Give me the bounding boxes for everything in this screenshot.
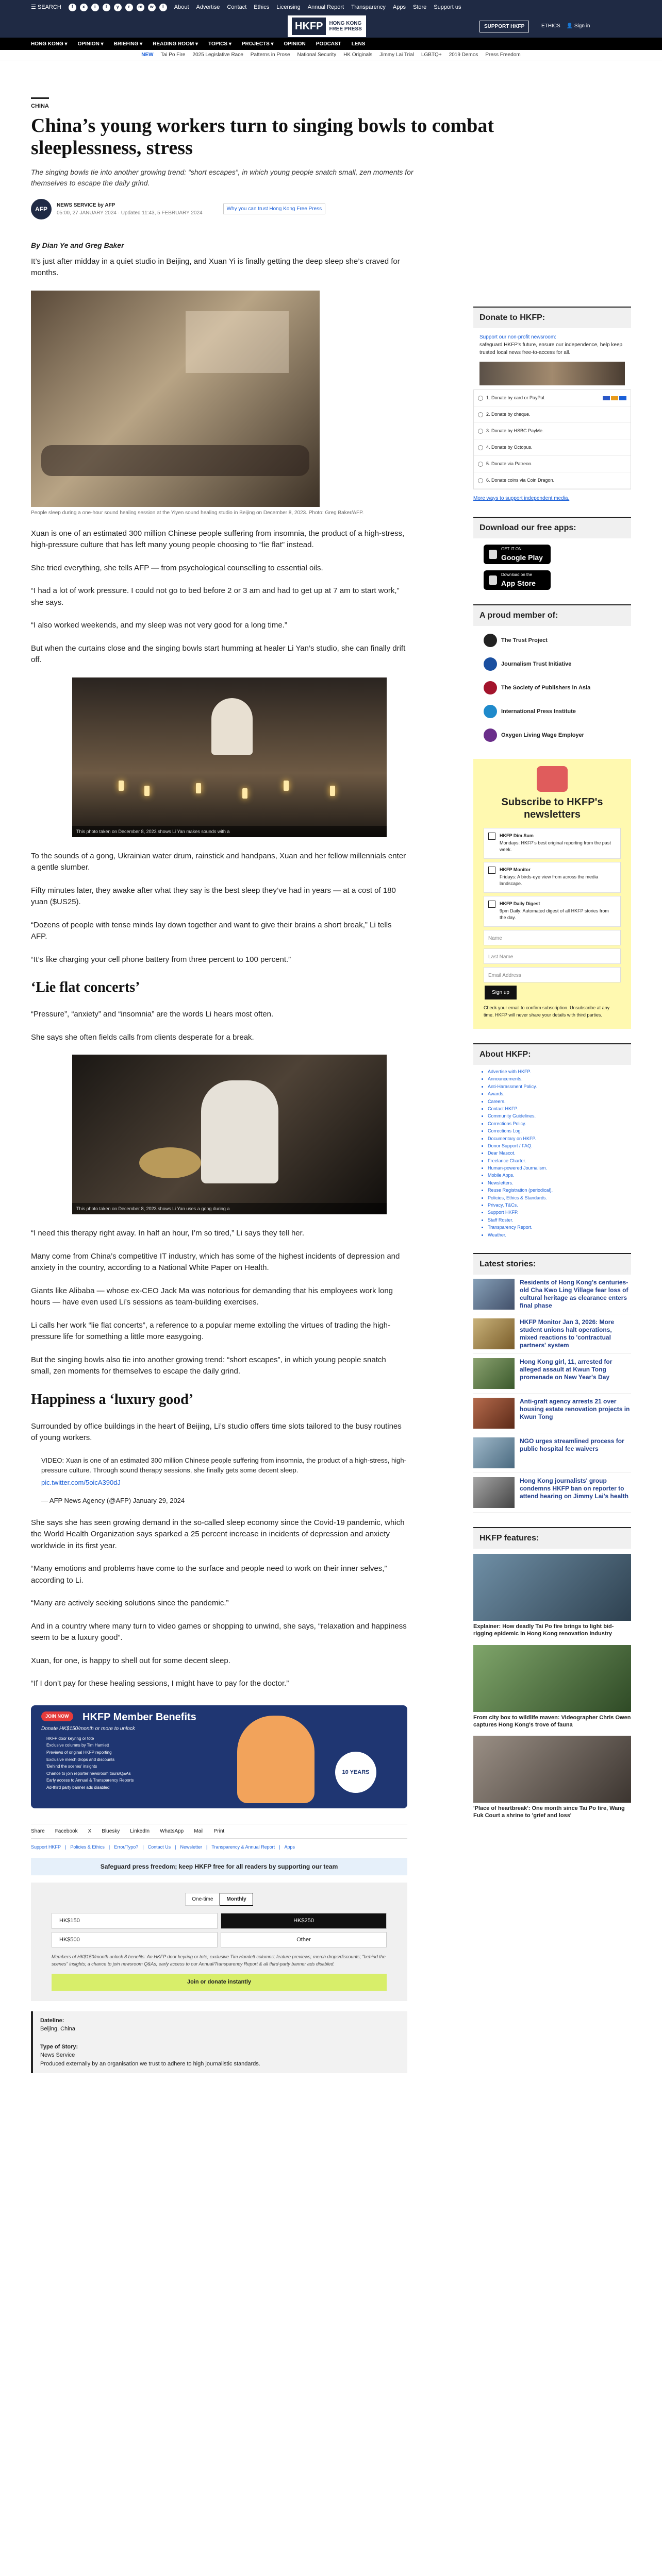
paragraph: She tried everything, she tells AFP — from psychological counselling to essential oils. xyxy=(31,563,323,572)
photo-overlay-caption: This photo taken on December 8, 2023 shows Li Yan uses a gong during a xyxy=(72,1203,387,1214)
donate-photo xyxy=(479,362,625,385)
widget-title: HKFP features: xyxy=(473,1527,631,1549)
paragraph: “I also worked weekends, and my sleep was not very good for a long time.” xyxy=(31,621,287,630)
embedded-tweet xyxy=(41,1455,407,1506)
linkedin-icon[interactable]: l xyxy=(159,4,167,11)
sidebar xyxy=(473,307,631,1834)
member-note: Members of HK$150/month unlock 8 benefits: An HKFP door keyring or tote; exclusive Tim Hamlett columns; feature previews; merch drops/discounts; "behind the scenes" insights; a chance to join newsroom Q&As; early access to our Annual/Transparency Report & all third-party banner ads disabled. xyxy=(52,1954,386,1967)
story-type-value[interactable]: News Service xyxy=(40,2052,75,2059)
nav-opinion[interactable]: OPINION xyxy=(284,41,306,47)
paragraph: She says she often fields calls from clients desperate for a break. xyxy=(31,1032,254,1042)
share-x[interactable]: X xyxy=(88,1828,92,1834)
member-logo-sopa[interactable]: The Society of Publishers in Asia xyxy=(484,679,631,697)
section-heading: Happiness a ‘luxury good’ xyxy=(31,1391,194,1408)
mastodon-icon[interactable]: m xyxy=(137,4,144,11)
about-link[interactable]: • Dear Mascot. xyxy=(488,1149,631,1157)
article-photo-bowls[interactable] xyxy=(72,677,387,837)
footer-link[interactable]: Apps xyxy=(284,1844,295,1850)
share-mail[interactable]: Mail xyxy=(194,1828,204,1834)
footer-link[interactable]: Error/Typo? xyxy=(114,1844,139,1850)
donate-block xyxy=(31,1883,407,2001)
logo-mark: HKFP xyxy=(292,18,326,35)
nav-reading-room[interactable]: READING ROOM ▾ xyxy=(153,41,198,47)
trending-item[interactable]: Jimmy Lai Trial xyxy=(379,52,414,58)
search-link[interactable]: ☰ SEARCH xyxy=(31,4,61,10)
avatar: AFP xyxy=(31,199,52,219)
social-icons xyxy=(69,4,167,11)
trending-item[interactable]: 2025 Legislative Race xyxy=(192,52,243,58)
share-label: Share xyxy=(31,1828,45,1834)
about-link[interactable]: • Anti-Harassment Policy. xyxy=(488,1083,631,1090)
paragraph: But the singing bowls also tie into another growing trend: “short escapes”, in which young people snatch small, zen moments for themselves to escape the daily grind. xyxy=(31,1355,386,1376)
paragraph: To the sounds of a gong, Ukrainian water drum, rainstick and handpans, Xuan and her fellow millennials enter a gentle slumber. xyxy=(31,851,406,872)
trending-item[interactable]: 2019 Demos xyxy=(449,52,478,58)
signin-link[interactable]: 👤 Sign in xyxy=(566,23,590,29)
more-support-link[interactable]: More ways to support independent media. xyxy=(473,496,570,501)
top-link-licensing[interactable]: Licensing xyxy=(276,4,301,10)
paragraph: “If I don’t pay for these healing sessions, I might have to pay for the doctor.” xyxy=(31,1679,289,1688)
member-logo-jti[interactable]: Journalism Trust Initiative xyxy=(484,655,631,673)
latest-story[interactable]: Hong Kong girl, 11, arrested for alleged assault at Kwun Tong promenade on New Year's Day xyxy=(473,1354,631,1394)
paragraph: “It’s like charging your cell phone battery from three percent to 100 percent.” xyxy=(31,955,291,964)
paragraph: “I had a lot of work pressure. I could not go to bed before 2 or 3 am and had to get up at 7 am to start work,” she says. xyxy=(31,586,400,607)
newsletter-option[interactable]: HKFP Dim Sum Mondays: HKFP's best original reporting from the past week. xyxy=(484,828,621,859)
top-link-ethics[interactable]: Ethics xyxy=(254,4,270,10)
about-link[interactable]: • Advertise with HKFP. xyxy=(488,1068,631,1075)
donate-intro: safeguard HKFP's future, ensure our independence, help keep trusted local news free-to-access for all. xyxy=(479,342,623,355)
nav-topics[interactable]: TOPICS ▾ xyxy=(208,41,231,47)
trending-item[interactable]: National Security xyxy=(297,52,337,58)
article-photo-gong[interactable] xyxy=(72,1055,387,1214)
article-lead: The singing bowls tie into another growing trend: “short escapes”, in which young people snatch small, zen moments for themselves to escape the daily grind. xyxy=(31,167,413,187)
tweet-link[interactable]: pic.twitter.com/5oicA390dJ xyxy=(41,1478,121,1486)
latest-widget xyxy=(473,1253,631,1513)
paragraph: “Dozens of people with tense minds lay down together and want to give their brains a short break,” Li tells AFP. xyxy=(31,920,392,941)
app-store-badge[interactable]: Download on the App Store xyxy=(484,570,551,590)
about-link[interactable]: • Transparency Report. xyxy=(488,1224,631,1231)
footer-link[interactable]: Newsletter xyxy=(180,1844,203,1850)
paragraph: Fifty minutes later, they awake after what they say is the best sleep they’ve had in years — at a cost of 180 yuan ($US25). xyxy=(31,886,396,907)
dateline-label: Dateline: xyxy=(40,2017,64,2024)
amount-options xyxy=(52,1913,387,1947)
trending-bar xyxy=(0,50,662,60)
amount-option[interactable]: Other xyxy=(221,1932,387,1948)
paragraph: Xuan is one of an estimated 300 million Chinese people suffering from insomnia, the product of a high-stress, high-pressure culture that has left many young people choosing to “lie flat” instead. xyxy=(31,529,405,550)
name-field[interactable]: Name xyxy=(484,930,621,945)
about-link[interactable]: • Awards. xyxy=(488,1090,631,1097)
paragraph: It’s just after midday in a quiet studio in Beijing, and Xuan Yi is finally getting the deep sleep she’s craved for months. xyxy=(31,257,400,278)
nav-projects[interactable]: PROJECTS ▾ xyxy=(241,41,274,47)
member-title: HKFP Member Benefits xyxy=(82,1711,196,1723)
logo-name: HONG KONG FREE PRESS xyxy=(329,21,362,32)
article-body xyxy=(31,256,407,1690)
member-subtitle: Donate HK$150/month or more to unlock xyxy=(41,1725,135,1732)
top-link-transparency[interactable]: Transparency xyxy=(351,4,386,10)
page-main xyxy=(0,60,662,2073)
section-heading: ‘Lie flat concerts’ xyxy=(31,979,140,996)
share-linkedin[interactable]: LinkedIn xyxy=(130,1828,150,1834)
byline xyxy=(31,199,631,219)
about-widget xyxy=(473,1043,631,1239)
newsletter-icon xyxy=(537,766,568,792)
widget-title: A proud member of: xyxy=(473,604,631,626)
footer-link[interactable]: Contact Us xyxy=(147,1844,171,1850)
story-type-desc: Produced externally by an organisation we trust to adhere to high journalistic standards. xyxy=(40,2060,260,2067)
feature-story[interactable]: Explainer: How deadly Tai Po fire brings to light bid-rigging epidemic in Hong Kong renovation industry xyxy=(473,1554,631,1638)
about-link[interactable]: • Corrections Log. xyxy=(488,1127,631,1134)
member-logo-trust-project[interactable]: The Trust Project xyxy=(484,631,631,650)
about-link[interactable]: • Reuse Registration (periodical). xyxy=(488,1187,631,1194)
join-donate-button[interactable]: Join or donate instantly xyxy=(52,1974,387,1991)
mascot-image xyxy=(237,1716,315,1803)
about-link[interactable]: • Privacy, T&Cs. xyxy=(488,1201,631,1209)
top-link-contact[interactable]: Contact xyxy=(227,4,247,10)
footer-links: Support HKFP | Policies & Ethics | Error/Typo? | Contact Us | Newsletter | Transparency & Annual Report | Apps xyxy=(31,1844,631,1851)
paragraph: She says she has seen growing demand in the so-called sleep economy since the Covid-19 pandemic, which the World Health Organization says sparked a 25 percent increase in incidents of depression and anxiety worldwide in its first year. xyxy=(31,1518,405,1550)
latest-story[interactable]: HKFP Monitor Jan 3, 2026: More student unions halt operations, mixed reactions to 'contractual partners' system xyxy=(473,1314,631,1354)
latest-story[interactable]: Residents of Hong Kong's centuries-old Cha Kwo Ling Village fear loss of cultural heritage as clearance enters final phase xyxy=(473,1275,631,1314)
about-link[interactable]: • Donor Support / FAQ. xyxy=(488,1142,631,1149)
nav-hong-kong[interactable]: HONG KONG ▾ xyxy=(31,41,68,47)
about-link[interactable]: • Policies, Ethics & Standards. xyxy=(488,1194,631,1201)
amount-option[interactable]: HK$150 xyxy=(52,1913,218,1929)
features-widget xyxy=(473,1527,631,1820)
donate-option[interactable]: 5. Donate via Patreon. xyxy=(474,456,631,472)
byline-source[interactable]: NEWS SERVICE by AFP xyxy=(57,202,115,208)
newsletter-option[interactable]: HKFP Monitor Fridays: A birds-eye view from across the media landscape. xyxy=(484,862,621,893)
article-photo-sleeping[interactable] xyxy=(31,291,320,507)
trust-link[interactable]: Why you can trust Hong Kong Free Press xyxy=(223,204,326,214)
about-link[interactable]: • Mobile Apps. xyxy=(488,1172,631,1179)
signup-button[interactable]: Sign up xyxy=(485,986,517,999)
safeguard-banner[interactable]: Safeguard press freedom; keep HKFP free for all readers by supporting our team xyxy=(31,1858,407,1875)
newsletter-title: Subscribe to HKFP's newsletters xyxy=(501,796,603,820)
instagram-icon[interactable]: i xyxy=(91,4,99,11)
tweet-text: VIDEO: Xuan is one of an estimated 300 million Chinese people suffering from insomnia, the product of a high-stress, high-pressure culture. Through sound therapy sessions, she finally gets some decent sleep. xyxy=(41,1456,406,1475)
widget-title: Donate to HKFP: xyxy=(473,307,631,328)
share-print[interactable]: Print xyxy=(213,1828,225,1834)
site-logo[interactable] xyxy=(288,15,366,37)
last-name-field[interactable]: Last Name xyxy=(484,948,621,964)
about-link[interactable]: • Staff Roster. xyxy=(488,1216,631,1224)
membership-widget xyxy=(473,604,631,744)
donate-options xyxy=(473,389,631,489)
x-icon[interactable]: x xyxy=(80,4,88,11)
trending-item[interactable]: Patterns in Prose xyxy=(250,52,290,58)
footer-link[interactable]: Policies & Ethics xyxy=(70,1844,105,1850)
member-logo-oxygen[interactable]: Oxygen Living Wage Employer xyxy=(484,726,631,744)
feature-story[interactable]: From city box to wildlife maven: Videographer Chris Owen captures Hong Kong's trove of fauna xyxy=(473,1645,631,1729)
top-link-advertise[interactable]: Advertise xyxy=(196,4,220,10)
about-link[interactable]: • Careers. xyxy=(488,1098,631,1105)
trending-item[interactable]: Press Freedom xyxy=(485,52,521,58)
donate-option[interactable]: 6. Donate coins via Coin Dragon. xyxy=(474,472,631,489)
about-link[interactable]: • Announcements. xyxy=(488,1075,631,1082)
feature-story[interactable]: 'Place of heartbreak': One month since Tai Po fire, Wang Fuk Court a shrine to 'grief and loss' xyxy=(473,1736,631,1820)
paragraph: Surrounded by office buildings in the heart of Beijing, Li’s studio offers time slots tailored to the busy routines of young workers. xyxy=(31,1421,402,1443)
footer-link[interactable]: Transparency & Annual Report xyxy=(211,1844,275,1850)
top-link-support[interactable]: Support us xyxy=(434,4,461,10)
top-link-store[interactable]: Store xyxy=(413,4,427,10)
top-link-apps[interactable]: Apps xyxy=(392,4,406,10)
widget-title: About HKFP: xyxy=(473,1043,631,1065)
donate-option[interactable]: 1. Donate by card or PayPal. xyxy=(474,390,631,406)
about-link[interactable]: • Documentary on HKFP. xyxy=(488,1135,631,1142)
latest-story[interactable]: Anti-graft agency arrests 21 over housing estate renovation projects in Kwun Tong xyxy=(473,1394,631,1433)
member-logo-ipi[interactable]: International Press Institute xyxy=(484,702,631,721)
newsletter-widget xyxy=(473,759,631,1029)
join-now-badge[interactable]: JOIN NOW xyxy=(41,1711,73,1722)
tab-one-time[interactable]: One-time xyxy=(185,1893,220,1906)
trending-item[interactable]: Tai Po Fire xyxy=(160,52,186,58)
about-link[interactable]: • Newsletters. xyxy=(488,1179,631,1187)
latest-story[interactable]: Hong Kong journalists' group condemns HKFP ban on reporter to attend hearing on Jimmy Lai's health xyxy=(473,1473,631,1513)
share-facebook[interactable]: Facebook xyxy=(55,1828,78,1834)
share-bar xyxy=(31,1824,407,1839)
article-title: China’s young workers turn to singing bowls to combat sleeplessness, stress xyxy=(31,114,494,159)
donate-option[interactable]: 4. Donate by Octopus. xyxy=(474,439,631,456)
rss-icon[interactable]: r xyxy=(125,4,133,11)
article-authors: By Dian Ye and Greg Baker xyxy=(31,241,124,249)
ten-years-badge: 10 YEARS xyxy=(335,1752,376,1793)
nav-lens[interactable]: LENS xyxy=(351,41,366,47)
paragraph: And in a country where many turn to video games or shopping to unwind, she says, “relaxation and happiness seem to be a luxury good”. xyxy=(31,1621,407,1642)
paragraph: “I need this therapy right away. In half an hour, I’m so tired,” Li says they tell her. xyxy=(31,1229,304,1238)
member-perks: HKFP door keyring or tote Exclusive columns by Tim Hamlett Previews of original HKFP reporting Exclusive merch drops and discounts 'Behind the scenes' insights Chance to join reporter newsroom tours/Q&As Early access to Annual & Transparency Reports Ad-third party banner ads disabled xyxy=(46,1736,134,1790)
paragraph: Giants like Alibaba — whose ex-CEO Jack Ma was notorious for demanding that his employees work long hours — have even used Li’s sessions as team-building exercises. xyxy=(31,1286,393,1307)
photo-caption: People sleep during a one-hour sound healing session at the Yiyen sound healing studio in Beijing on December 8, 2023. Photo: Greg Baker/AFP. xyxy=(31,510,364,516)
about-link[interactable]: • Corrections Policy. xyxy=(488,1120,631,1127)
paragraph: Li calls her work “lie flat concerts”, a reference to a popular meme extolling the virtues of trading the high-pressure life for something a little more easygoing. xyxy=(31,1320,391,1342)
paragraph: But when the curtains close and the singing bowls start humming at healer Li Yan’s studio, she can finally drift off. xyxy=(31,643,406,665)
google-play-badge[interactable]: GET IT ON Google Play xyxy=(484,545,551,564)
dateline-value: Beijing, China xyxy=(40,2026,75,2032)
youtube-icon[interactable]: y xyxy=(114,4,122,11)
nav-podcast[interactable]: PODCAST xyxy=(316,41,341,47)
trending-new-label: NEW xyxy=(141,52,154,58)
support-hkfp-button[interactable]: SUPPORT HKFP xyxy=(479,21,529,32)
byline-dates: 05:00, 27 JANUARY 2024 · Updated 11:43, 5 FEBRUARY 2024 xyxy=(57,210,203,216)
paragraph: Many come from China’s competitive IT industry, which has some of the highest incidents of depression and anxiety in the country, according to a National White Paper on Health. xyxy=(31,1251,400,1273)
share-whatsapp[interactable]: WhatsApp xyxy=(160,1828,184,1834)
amount-option[interactable]: HK$500 xyxy=(52,1932,218,1948)
trending-item[interactable]: LGBTQ+ xyxy=(421,52,442,58)
paragraph: “Many are actively seeking solutions since the pandemic.” xyxy=(31,1599,229,1608)
about-link[interactable]: • Freelance Charter. xyxy=(488,1157,631,1164)
category-label[interactable]: CHINA xyxy=(31,97,49,111)
brand-bar xyxy=(0,14,662,38)
photo-overlay-caption: This photo taken on December 8, 2023 shows Li Yan makes sounds with a xyxy=(72,826,387,837)
member-benefits-banner[interactable] xyxy=(31,1705,407,1808)
top-utility-bar xyxy=(0,0,662,14)
donate-option[interactable]: 2. Donate by cheque. xyxy=(474,406,631,423)
email-field[interactable]: Email Address xyxy=(484,967,621,982)
ethics-link[interactable]: ETHICS xyxy=(541,23,560,29)
widget-title: Download our free apps: xyxy=(473,517,631,538)
donate-option[interactable]: 3. Donate by HSBC PayMe. xyxy=(474,423,631,439)
top-link-about[interactable]: About xyxy=(174,4,189,10)
paragraph: “Pressure”, “anxiety” and “insomnia” are the words Li hears most often. xyxy=(31,1010,274,1019)
whatsapp-icon[interactable]: w xyxy=(148,4,156,11)
tweet-signature[interactable]: — AFP News Agency (@AFP) January 29, 2024 xyxy=(41,1497,185,1505)
about-link[interactable]: • Human-powered Journalism. xyxy=(488,1164,631,1172)
apps-widget xyxy=(473,517,631,590)
story-type-label: Type of Story: xyxy=(40,2043,78,2050)
trending-item[interactable]: HK Originals xyxy=(343,52,373,58)
newsletter-note: Check your email to confirm subscription. Unsubscribe at any time. HKFP will never share your details with third parties. xyxy=(484,1005,610,1018)
threads-icon[interactable]: t xyxy=(103,4,110,11)
nav-briefing[interactable]: BRIEFING ▾ xyxy=(113,41,143,47)
about-link[interactable]: • Contact HKFP. xyxy=(488,1105,631,1112)
latest-story[interactable]: NGO urges streamlined process for public hospital fee waivers xyxy=(473,1433,631,1473)
paragraph: “Many emotions and problems have come to the surface and people need to work on their inner selves,” according to Li. xyxy=(31,1564,387,1585)
nav-opinion-menu[interactable]: OPINION ▾ xyxy=(77,41,104,47)
newsletter-option[interactable]: HKFP Daily Digest 9pm Daily: Automated digest of all HKFP stories from the day. xyxy=(484,896,621,927)
frequency-toggle xyxy=(52,1893,387,1906)
donate-widget xyxy=(473,307,631,502)
tab-monthly[interactable]: Monthly xyxy=(220,1893,253,1906)
amount-option[interactable]: HK$250 xyxy=(221,1913,387,1929)
footer-link[interactable]: Support HKFP xyxy=(31,1844,61,1850)
top-link-annual-report[interactable]: Annual Report xyxy=(307,4,344,10)
share-bluesky[interactable]: Bluesky xyxy=(102,1828,120,1834)
paragraph: Xuan, for one, is happy to shell out for some decent sleep. xyxy=(31,1656,230,1665)
facebook-icon[interactable]: f xyxy=(69,4,76,11)
widget-title: Latest stories: xyxy=(473,1253,631,1275)
main-nav xyxy=(0,38,662,50)
about-link[interactable]: • Support HKFP. xyxy=(488,1209,631,1216)
donate-intro-link[interactable]: Support our non-profit newsroom: xyxy=(479,334,556,340)
about-link[interactable]: • Weather. xyxy=(488,1231,631,1239)
about-list xyxy=(473,1065,631,1239)
about-link[interactable]: • Community Guidelines. xyxy=(488,1112,631,1120)
dateline-box xyxy=(31,2011,407,2074)
